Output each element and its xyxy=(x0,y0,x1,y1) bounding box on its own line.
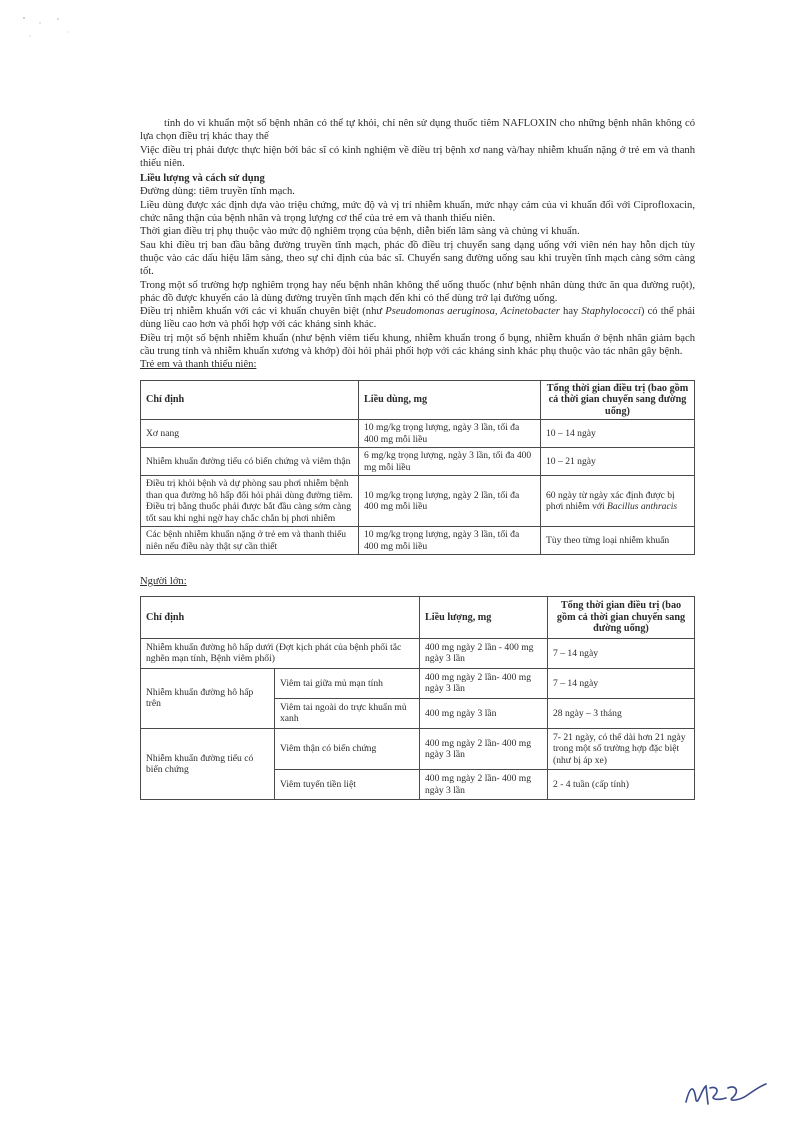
table-header-row xyxy=(141,597,695,639)
table-cell: 7 – 14 ngày xyxy=(548,668,695,698)
table-cell: Các bệnh nhiễm khuẩn nặng ở trẻ em và thanh thiếu niên nếu điều này thật sự cần thiết xyxy=(141,527,359,555)
paragraph-combination: Điều trị một số bệnh nhiễm khuẩn (như bệnh viêm tiểu khung, nhiễm khuẩn trong ổ bụng, nhiễm khuẩn ở bệnh nhân giảm bạch cầu trung tính và nhiễm khuẩn xương và khớp) đòi hỏi phải phối hợp với các kháng sinh khác phụ thuộc vào tác nhân gây bệnh. xyxy=(140,332,695,358)
table-cell: Viêm tai ngoài do trực khuẩn mủ xanh xyxy=(275,698,420,728)
table-cell: 10 – 21 ngày xyxy=(541,448,695,476)
bacteria-names: Pseudomonas aeruginosa, Acinetobacter xyxy=(385,306,560,318)
table-row xyxy=(141,728,695,770)
paragraph-route: Đường dùng: tiêm truyền tĩnh mạch. xyxy=(140,186,295,198)
table-cell: Xơ nang xyxy=(141,420,359,448)
table-cell: 400 mg ngày 2 lần - 400 mg ngày 3 lần xyxy=(420,638,548,668)
text-run: ) có thể phải dùng liều cao hơn và phối hợp với các kháng sinh khác. xyxy=(140,306,696,331)
paragraph-specific-bacteria xyxy=(140,305,695,332)
table-row xyxy=(141,448,695,476)
scan-specks xyxy=(18,14,78,44)
table-cell: 7- 21 ngày, có thể dài hơn 21 ngày trong một số trường hợp đặc biệt (như bị áp xe) xyxy=(548,728,695,770)
column-header: Liều dùng, mg xyxy=(359,380,541,420)
table-cell: 7 – 14 ngày xyxy=(548,638,695,668)
paragraph-switch-oral: Sau khi điều trị ban đầu bằng đường truyền tĩnh mạch, phác đồ điều trị chuyển sang dạng uống với viên nén hay hỗn dịch tùy thuộc vào các dấu hiệu lâm sàng, theo sự chỉ định của bác sĩ. Chuyển sang đường uống sau khi truyền tĩnh mạch càng sớm càng tốt. xyxy=(140,239,695,278)
paragraph-duration: Thời gian điều trị phụ thuộc vào mức độ nghiêm trọng của bệnh, diễn biến lâm sàng và chủng vi khuẩn. xyxy=(140,226,580,238)
table-cell: Nhiễm khuẩn đường tiểu có biến chứng và viêm thận xyxy=(141,448,359,476)
children-table-label: Trẻ em và thanh thiếu niên: xyxy=(140,359,257,371)
table-row xyxy=(141,668,695,698)
table-cell: 400 mg ngày 2 lần- 400 mg ngày 3 lần xyxy=(420,728,548,770)
table-cell: 10 mg/kg trọng lượng, ngày 3 lần, tối đa 400 mg mỗi liều xyxy=(359,527,541,555)
paragraph-treatment-experience: Việc điều trị phải được thực hiện bởi bác sĩ có kinh nghiệm về điều trị bệnh xơ nang và/hay nhiễm khuẩn nặng ở trẻ em và thanh thiếu niên. xyxy=(140,144,695,169)
table-cell: Nhiễm khuẩn đường hô hấp dưới (Đợt kịch phát của bệnh phổi tắc nghẽn mạn tính, Bệnh viêm phổi) xyxy=(141,638,420,668)
table-cell: 10 – 14 ngày xyxy=(541,420,695,448)
table-row xyxy=(141,638,695,668)
column-header: Chỉ định xyxy=(141,597,420,639)
table-row xyxy=(141,476,695,527)
document-page xyxy=(140,117,695,800)
column-header: Chỉ định xyxy=(141,380,359,420)
column-header: Liều lượng, mg xyxy=(420,597,548,639)
table-row xyxy=(141,527,695,555)
table-cell: 2 - 4 tuần (cấp tính) xyxy=(548,770,695,800)
paragraph-dose-determination: Liều dùng được xác định dựa vào triệu chứng, mức độ và vị trí nhiễm khuẩn, mức nhạy cảm của vi khuẩn đối với Ciprofloxacin, chức năng thận của bệnh nhân và trọng lượng cơ thể của trẻ em và thanh thiếu niên. xyxy=(140,199,695,225)
adults-table-label: Người lớn: xyxy=(140,576,187,588)
children-dosage-table xyxy=(140,380,695,556)
table-cell: 6 mg/kg trọng lượng, ngày 3 lần, tối đa 400 mg mỗi liều xyxy=(359,448,541,476)
table-group-cell: Nhiễm khuẩn đường tiểu có biến chứng xyxy=(141,728,275,800)
table-cell: Viêm thận có biến chứng xyxy=(275,728,420,770)
table-cell: 10 mg/kg trọng lượng, ngày 3 lần, tối đa 400 mg mỗi liều xyxy=(359,420,541,448)
table-cell: 10 mg/kg trọng lượng, ngày 2 lần, tối đa 400 mg mỗi liều xyxy=(359,476,541,527)
table-cell: Viêm tai giữa mủ mạn tính xyxy=(275,668,420,698)
table-cell xyxy=(541,476,695,527)
table-cell: 400 mg ngày 3 lần xyxy=(420,698,548,728)
text-run: 60 ngày từ ngày xác định được bị phơi nhiễm với xyxy=(546,489,675,513)
table-cell: 28 ngày – 3 tháng xyxy=(548,698,695,728)
column-header: Tổng thời gian điều trị (bao gồm cả thời gian chuyển sang đường uống) xyxy=(548,597,695,639)
column-header: Tổng thời gian điều trị (bao gồm cả thời gian chuyển sang đường uống) xyxy=(541,380,695,420)
paragraph-severe-cases: Trong một số trường hợp nghiêm trọng hay nếu bệnh nhân không thể uống thuốc (như bệnh nhân dùng thức ăn qua đường ruột), phác đồ được khuyến cáo là dùng đường truyền tĩnh mạch đến khi có thể dùng trở lại đường uống. xyxy=(140,279,695,304)
handwritten-signature xyxy=(680,1076,770,1112)
table-cell: Tùy theo từng loại nhiễm khuẩn xyxy=(541,527,695,555)
table-cell: 400 mg ngày 2 lần- 400 mg ngày 3 lần xyxy=(420,668,548,698)
table-row xyxy=(141,420,695,448)
section-heading-dosage: Liều lượng và cách sử dụng xyxy=(140,173,265,185)
table-cell: Viêm tuyến tiền liệt xyxy=(275,770,420,800)
bacteria-staphylococci: Staphylococci xyxy=(581,306,641,318)
text-run: Điều trị nhiễm khuẩn với các vi khuẩn chuyên biệt (như xyxy=(140,306,386,318)
table-header-row xyxy=(141,380,695,420)
bacillus-name: Bacillus anthracis xyxy=(607,501,678,513)
table-group-cell: Nhiễm khuẩn đường hô hấp trên xyxy=(141,668,275,728)
paragraph-intro: tính do vi khuẩn một số bệnh nhân có thể tự khỏi, chỉ nên sử dụng thuốc tiêm NAFLOXIN cho những bệnh nhân không có lựa chọn điều trị khác thay thế xyxy=(140,118,695,143)
table-cell: Điều trị khỏi bệnh và dự phòng sau phơi nhiễm bệnh than qua đường hô hấp đối hỏi phải dùng đường tiêm. Điều trị bằng thuốc phải được bắt đầu càng sớm càng tốt sau khi nghi ngờ hay chắc chắn bị phơi nhiễm xyxy=(141,476,359,527)
text-run: hay xyxy=(559,306,582,318)
table-cell: 400 mg ngày 2 lần- 400 mg ngày 3 lần xyxy=(420,770,548,800)
adults-dosage-table xyxy=(140,596,695,800)
